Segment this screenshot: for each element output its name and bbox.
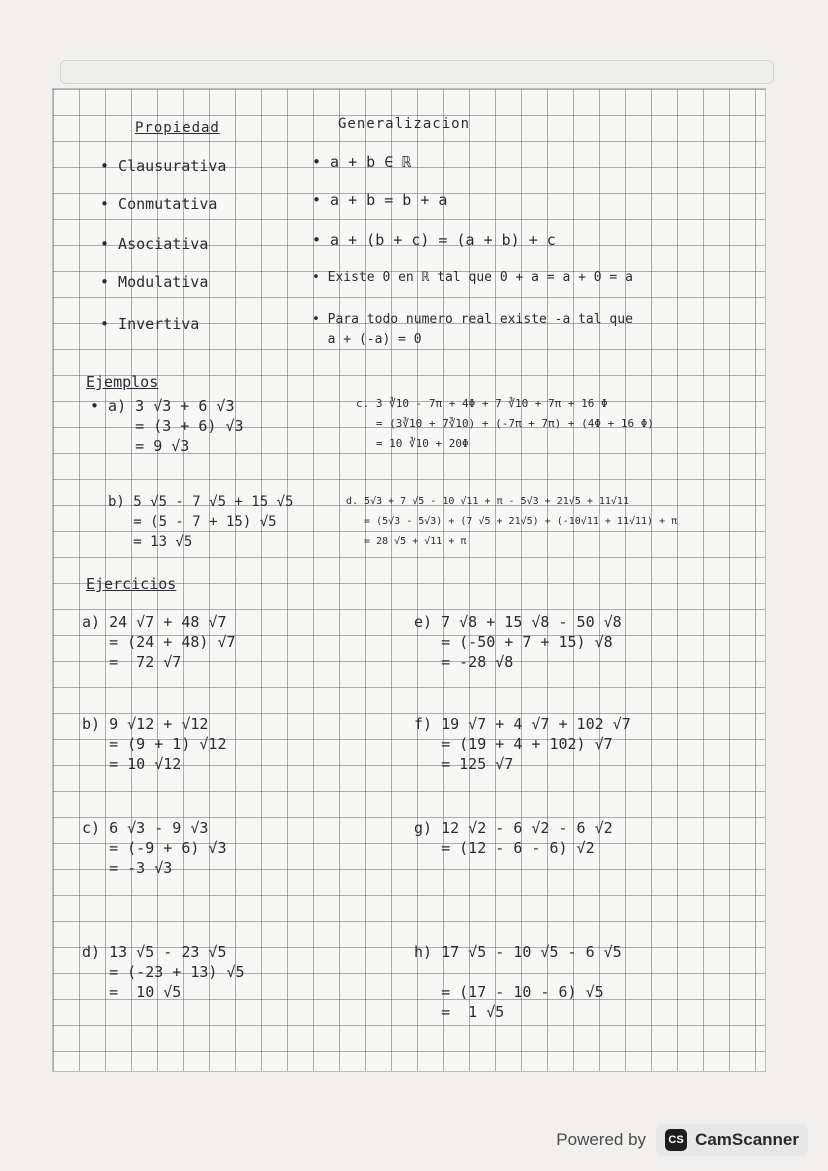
property-invertiva: • Invertiva <box>100 315 200 333</box>
ejemplo-b: b) 5 √5 - 7 √5 + 15 √5 = (5 - 7 + 15) √5 = 13 √5 <box>108 494 294 550</box>
ejercicio-g: g) 12 √2 - 6 √2 - 6 √2 = (12 - 6 - 6) √2 <box>414 819 613 857</box>
camscanner-logo-icon: CS <box>665 1129 687 1151</box>
ejercicio-h: h) 17 √5 - 10 √5 - 6 √5 = (17 - 10 - 6) √5 = 1 √5 <box>414 943 622 1021</box>
ejercicio-e: e) 7 √8 + 15 √8 - 50 √8 = (-50 + 7 + 15) √8 = -28 √8 <box>414 613 622 671</box>
camscanner-brand-name: CamScanner <box>695 1130 799 1149</box>
camscanner-badge <box>656 1124 808 1156</box>
rule-conmutativa: • a + b = b + a <box>312 191 448 209</box>
ejercicio-c: c) 6 √3 - 9 √3 = (-9 + 6) √3 = -3 √3 <box>82 819 227 877</box>
property-clausurativa: • Clausurativa <box>100 157 227 175</box>
ejemplo-c: c. 3 ∛10 - 7π + 4Φ + 7 ∛10 + 7π + 16 Φ = (3∛10 + 7∛10) + (-7π + 7π) + (4Φ + 16 Φ) = 10 ∛10 + 20Φ <box>356 397 655 450</box>
property-conmutativa: • Conmutativa <box>100 195 218 213</box>
rule-clausurativa: • a + b ∈ ℝ <box>312 153 412 171</box>
ejercicio-b: b) 9 √12 + √12 = (9 + 1) √12 = 10 √12 <box>82 715 227 773</box>
ejemplo-a: • a) 3 √3 + 6 √3 = (3 + 6) √3 = 9 √3 <box>90 397 244 455</box>
property-modulativa: • Modulativa <box>100 273 209 291</box>
header-generalizacion: Generalizacion <box>338 116 471 132</box>
rule-modulativa: • Existe 0 en ℝ tal que 0 + a = a + 0 = a <box>312 270 633 285</box>
ejercicio-d: d) 13 √5 - 23 √5 = (-23 + 13) √5 = 10 √5 <box>82 943 245 1001</box>
ejercicio-a: a) 24 √7 + 48 √7 = (24 + 48) √7 = 72 √7 <box>82 613 236 671</box>
camscanner-watermark <box>556 1122 808 1158</box>
property-asociativa: • Asociativa <box>100 235 209 253</box>
ejercicio-f: f) 19 √7 + 4 √7 + 102 √7 = (19 + 4 + 102) √7 = 125 √7 <box>414 715 631 773</box>
page-top-edge <box>60 60 774 84</box>
ejemplo-d: d. 5√3 + 7 √5 - 10 √11 + π - 5√3 + 21√5 + 11√11 = (5√3 - 5√3) + (7 √5 + 21√5) + (-10√11 + 11√11) + π = 28 √5 + √11 + π <box>346 496 678 547</box>
rule-invertiva: • Para todo numero real existe -a tal que a + (-a) = 0 <box>312 312 633 347</box>
header-propiedad: Propiedad <box>135 120 220 136</box>
ejemplos-title: Ejemplos <box>86 373 159 391</box>
rule-asociativa: • a + (b + c) = (a + b) + c <box>312 231 556 249</box>
powered-by-text: Powered by <box>556 1130 647 1149</box>
ejercicios-title: Ejercicios <box>86 575 177 593</box>
